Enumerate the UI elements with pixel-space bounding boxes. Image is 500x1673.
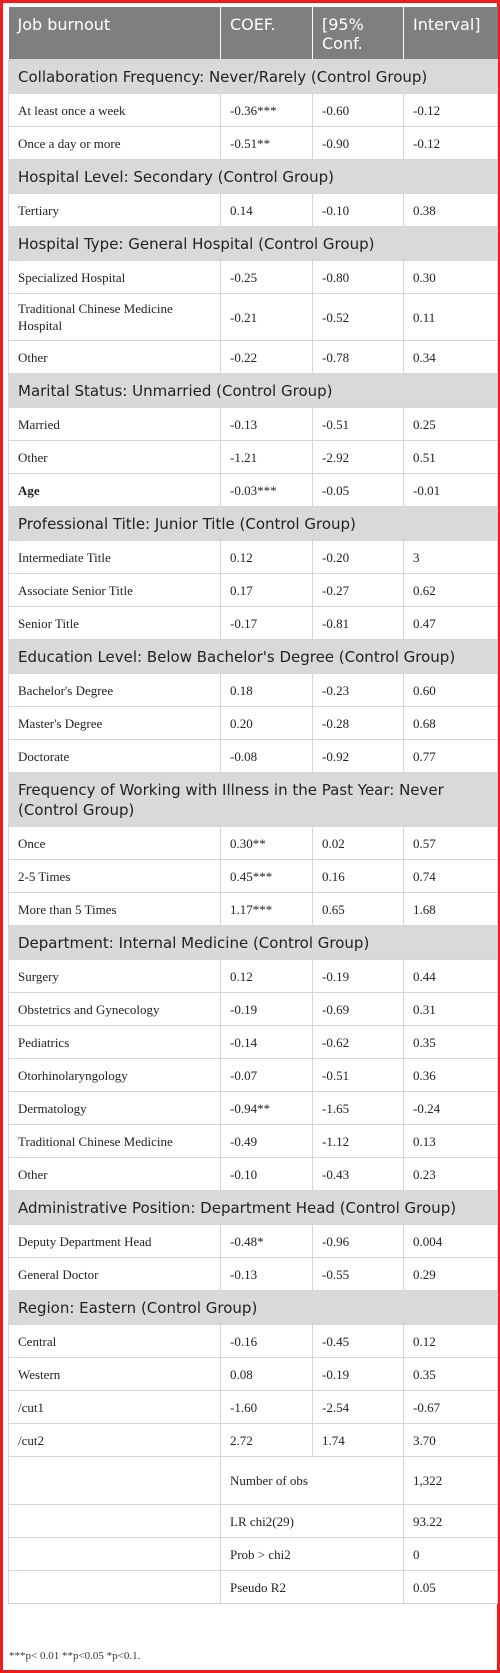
conf-high-cell: -0.12 (404, 94, 498, 127)
conf-high-cell: 1.68 (404, 893, 498, 926)
row-label: Other (9, 1158, 221, 1191)
conf-high-cell: 3 (404, 541, 498, 574)
stat-label: Prob > chi2 (221, 1538, 404, 1571)
header-row (9, 7, 498, 60)
conf-low-cell: 0.16 (313, 860, 404, 893)
table-row (9, 541, 498, 574)
stats-row (9, 1571, 498, 1604)
group-header-row (9, 1291, 498, 1325)
table-row (9, 993, 498, 1026)
group-title: Professional Title: Junior Title (Control Group) (9, 507, 498, 541)
conf-low-cell: -0.90 (313, 127, 404, 160)
stat-label: Pseudo R2 (221, 1571, 404, 1604)
group-header-row (9, 926, 498, 960)
table-row (9, 474, 498, 507)
coef-cell: 0.12 (221, 541, 313, 574)
row-label: Traditional Chinese Medicine Hospital (9, 294, 221, 341)
group-header-row (9, 640, 498, 674)
row-label: Dermatology (9, 1092, 221, 1125)
table-body (9, 60, 498, 1604)
conf-low-cell: -0.27 (313, 574, 404, 607)
coef-cell: -0.17 (221, 607, 313, 640)
table-row (9, 441, 498, 474)
row-label: Other (9, 341, 221, 374)
row-label: Deputy Department Head (9, 1225, 221, 1258)
coef-cell: 0.14 (221, 194, 313, 227)
coef-cell: 0.30** (221, 827, 313, 860)
conf-low-cell: -0.78 (313, 341, 404, 374)
conf-low-cell: -0.62 (313, 1026, 404, 1059)
row-label: Specialized Hospital (9, 261, 221, 294)
group-header-row (9, 773, 498, 827)
conf-high-cell: 0.30 (404, 261, 498, 294)
conf-high-cell: 0.62 (404, 574, 498, 607)
row-label: /cut1 (9, 1391, 221, 1424)
table-row (9, 960, 498, 993)
row-label: General Doctor (9, 1258, 221, 1291)
row-label: Married (9, 408, 221, 441)
coef-cell: 0.18 (221, 674, 313, 707)
conf-low-cell: -0.23 (313, 674, 404, 707)
conf-low-cell: -0.92 (313, 740, 404, 773)
conf-low-cell: -0.69 (313, 993, 404, 1026)
group-header-row (9, 1191, 498, 1225)
table-row (9, 707, 498, 740)
table-row (9, 827, 498, 860)
conf-low-cell: 0.65 (313, 893, 404, 926)
conf-low-cell: 0.02 (313, 827, 404, 860)
conf-high-cell: 0.004 (404, 1225, 498, 1258)
coef-cell: -0.48* (221, 1225, 313, 1258)
conf-high-cell: 0.12 (404, 1325, 498, 1358)
row-label: /cut2 (9, 1424, 221, 1457)
row-label: Once (9, 827, 221, 860)
coef-cell: -0.94** (221, 1092, 313, 1125)
row-label: Bachelor's Degree (9, 674, 221, 707)
stat-value: 0.05 (404, 1571, 498, 1604)
group-title: Marital Status: Unmarried (Control Group) (9, 374, 498, 408)
table-row (9, 860, 498, 893)
row-label: Tertiary (9, 194, 221, 227)
conf-high-cell: 0.29 (404, 1258, 498, 1291)
conf-low-cell: -1.65 (313, 1092, 404, 1125)
coef-cell: -1.21 (221, 441, 313, 474)
coef-cell: -0.25 (221, 261, 313, 294)
conf-high-cell: 0.13 (404, 1125, 498, 1158)
coef-cell: 0.20 (221, 707, 313, 740)
coef-cell: -0.19 (221, 993, 313, 1026)
conf-low-cell: -2.92 (313, 441, 404, 474)
group-title: Department: Internal Medicine (Control Group) (9, 926, 498, 960)
conf-high-cell: 0.23 (404, 1158, 498, 1191)
row-label: Traditional Chinese Medicine (9, 1125, 221, 1158)
header-conf: [95% Conf. (313, 7, 404, 60)
coef-cell: -0.51** (221, 127, 313, 160)
regression-table (8, 7, 498, 1604)
coef-cell: 0.12 (221, 960, 313, 993)
row-label: 2-5 Times (9, 860, 221, 893)
group-title: Collaboration Frequency: Never/Rarely (Control Group) (9, 60, 498, 94)
table-row (9, 408, 498, 441)
coef-cell: 0.17 (221, 574, 313, 607)
table-row (9, 194, 498, 227)
table-row (9, 1125, 498, 1158)
table-row (9, 341, 498, 374)
table-row (9, 1358, 498, 1391)
row-label: Western (9, 1358, 221, 1391)
coef-cell: -0.13 (221, 408, 313, 441)
conf-high-cell: 0.38 (404, 194, 498, 227)
coef-cell: -0.14 (221, 1026, 313, 1059)
group-title: Education Level: Below Bachelor's Degree (Control Group) (9, 640, 498, 674)
coef-cell: -0.49 (221, 1125, 313, 1158)
table-row (9, 294, 498, 341)
group-header-row (9, 507, 498, 541)
coef-cell: -0.03*** (221, 474, 313, 507)
conf-high-cell: 0.74 (404, 860, 498, 893)
table-row (9, 1424, 498, 1457)
row-label: More than 5 Times (9, 893, 221, 926)
conf-high-cell: 0.51 (404, 441, 498, 474)
group-title: Frequency of Working with Illness in the Past Year: Never (Control Group) (9, 773, 498, 827)
stats-row (9, 1505, 498, 1538)
table-row (9, 893, 498, 926)
coef-cell: 1.17*** (221, 893, 313, 926)
conf-high-cell: -0.24 (404, 1092, 498, 1125)
conf-low-cell: -0.52 (313, 294, 404, 341)
row-label: At least once a week (9, 94, 221, 127)
coef-cell: 0.45*** (221, 860, 313, 893)
conf-low-cell: -0.28 (313, 707, 404, 740)
conf-low-cell: 1.74 (313, 1424, 404, 1457)
group-title: Region: Eastern (Control Group) (9, 1291, 498, 1325)
coef-cell: 0.08 (221, 1358, 313, 1391)
group-header-row (9, 227, 498, 261)
coef-cell: -0.22 (221, 341, 313, 374)
row-label: Master's Degree (9, 707, 221, 740)
coef-cell: -0.21 (221, 294, 313, 341)
conf-high-cell: 0.68 (404, 707, 498, 740)
conf-low-cell: -0.55 (313, 1258, 404, 1291)
conf-high-cell: 0.60 (404, 674, 498, 707)
conf-high-cell: 0.44 (404, 960, 498, 993)
table-row (9, 127, 498, 160)
conf-low-cell: -1.12 (313, 1125, 404, 1158)
group-title: Administrative Position: Department Head (Control Group) (9, 1191, 498, 1225)
conf-low-cell: -0.43 (313, 1158, 404, 1191)
coef-cell: -1.60 (221, 1391, 313, 1424)
table-row (9, 574, 498, 607)
conf-low-cell: -0.19 (313, 960, 404, 993)
conf-low-cell: -0.60 (313, 94, 404, 127)
table-row (9, 1225, 498, 1258)
conf-high-cell: 0.11 (404, 294, 498, 341)
row-label: Pediatrics (9, 1026, 221, 1059)
conf-low-cell: -0.96 (313, 1225, 404, 1258)
conf-high-cell: 0.35 (404, 1358, 498, 1391)
stats-empty-cell (9, 1505, 221, 1538)
conf-high-cell: 0.25 (404, 408, 498, 441)
coef-cell: -0.36*** (221, 94, 313, 127)
row-label: Surgery (9, 960, 221, 993)
conf-low-cell: -0.10 (313, 194, 404, 227)
conf-low-cell: -0.80 (313, 261, 404, 294)
coef-cell: -0.13 (221, 1258, 313, 1291)
table-row (9, 94, 498, 127)
conf-high-cell: 3.70 (404, 1424, 498, 1457)
table-row (9, 1092, 498, 1125)
stat-label: Number of obs (221, 1457, 404, 1505)
stats-row (9, 1538, 498, 1571)
header-interval: Interval] (404, 7, 498, 60)
group-header-row (9, 374, 498, 408)
conf-low-cell: -0.05 (313, 474, 404, 507)
stats-row (9, 1457, 498, 1505)
group-title: Hospital Level: Secondary (Control Group) (9, 160, 498, 194)
row-label: Central (9, 1325, 221, 1358)
group-header-row (9, 60, 498, 94)
coef-cell: -0.10 (221, 1158, 313, 1191)
coef-cell: -0.07 (221, 1059, 313, 1092)
row-label: Obstetrics and Gynecology (9, 993, 221, 1026)
row-label: Other (9, 441, 221, 474)
row-label: Intermediate Title (9, 541, 221, 574)
conf-high-cell: 0.57 (404, 827, 498, 860)
coef-cell: 2.72 (221, 1424, 313, 1457)
conf-low-cell: -0.45 (313, 1325, 404, 1358)
conf-low-cell: -2.54 (313, 1391, 404, 1424)
conf-high-cell: 0.47 (404, 607, 498, 640)
stat-value: 0 (404, 1538, 498, 1571)
conf-low-cell: -0.19 (313, 1358, 404, 1391)
row-label: Age (9, 474, 221, 507)
coef-cell: -0.16 (221, 1325, 313, 1358)
row-label: Otorhinolaryngology (9, 1059, 221, 1092)
table-row (9, 1158, 498, 1191)
table-row (9, 674, 498, 707)
stats-empty-cell (9, 1538, 221, 1571)
stat-value: 1,322 (404, 1457, 498, 1505)
row-label: Once a day or more (9, 127, 221, 160)
conf-high-cell: -0.01 (404, 474, 498, 507)
conf-high-cell: 0.35 (404, 1026, 498, 1059)
table-row (9, 1026, 498, 1059)
conf-high-cell: 0.31 (404, 993, 498, 1026)
table-row (9, 261, 498, 294)
table-row (9, 607, 498, 640)
conf-high-cell: -0.67 (404, 1391, 498, 1424)
table-row (9, 1059, 498, 1092)
table-row (9, 1391, 498, 1424)
table-row (9, 1325, 498, 1358)
conf-high-cell: 0.36 (404, 1059, 498, 1092)
stat-value: 93.22 (404, 1505, 498, 1538)
conf-low-cell: -0.51 (313, 1059, 404, 1092)
conf-low-cell: -0.51 (313, 408, 404, 441)
header-coef: COEF. (221, 7, 313, 60)
group-header-row (9, 160, 498, 194)
row-label: Senior Title (9, 607, 221, 640)
stat-label: LR chi2(29) (221, 1505, 404, 1538)
conf-high-cell: 0.34 (404, 341, 498, 374)
conf-low-cell: -0.81 (313, 607, 404, 640)
stats-empty-cell (9, 1457, 221, 1505)
row-label: Doctorate (9, 740, 221, 773)
header-job-burnout: Job burnout (9, 7, 221, 60)
conf-high-cell: -0.12 (404, 127, 498, 160)
table-row (9, 740, 498, 773)
row-label: Associate Senior Title (9, 574, 221, 607)
conf-low-cell: -0.20 (313, 541, 404, 574)
coef-cell: -0.08 (221, 740, 313, 773)
group-title: Hospital Type: General Hospital (Control Group) (9, 227, 498, 261)
conf-high-cell: 0.77 (404, 740, 498, 773)
stats-empty-cell (9, 1571, 221, 1604)
table-row (9, 1258, 498, 1291)
footnote: ***p< 0.01 **p<0.05 *p<0.1. (9, 1650, 141, 1662)
